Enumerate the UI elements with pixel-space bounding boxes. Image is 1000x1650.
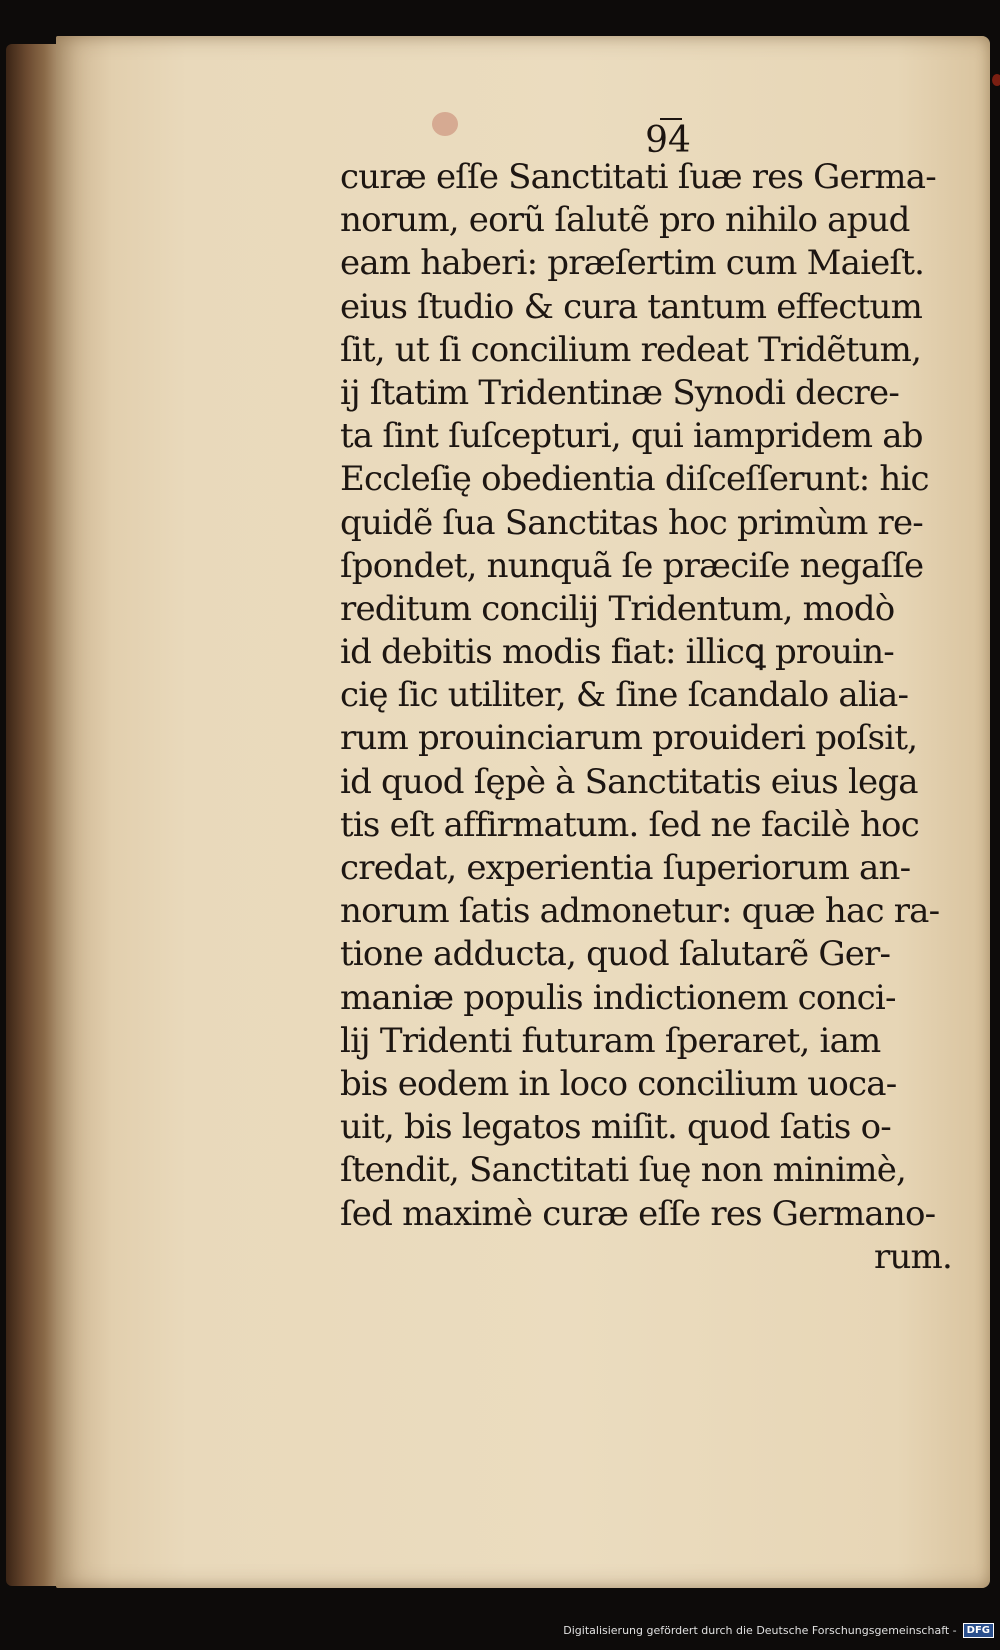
- page-number: [638, 120, 698, 161]
- text-line: reditum concilij Tridentum, modò: [340, 588, 895, 629]
- text-line: norum ſatis admonetur: quæ hac ra-: [340, 891, 940, 932]
- text-block: [340, 156, 960, 1279]
- text-line: eam haberi: præſertim cum Maieſt.: [340, 243, 925, 284]
- paper-stain: [992, 74, 1000, 86]
- text-line: uit, bis legatos miſit. quod ſatis o-: [340, 1107, 891, 1148]
- footer-credit-text: Digitalisierung gefördert durch die Deutsche Forschungsgemeinschaft -: [563, 1624, 957, 1637]
- text-line: ſit, ut ſi concilium redeat Tridẽtum,: [340, 329, 922, 370]
- dfg-logo: DFG: [963, 1623, 994, 1638]
- text-line: ij ſtatim Tridentinæ Synodi decre-: [340, 372, 900, 413]
- text-line: tione adducta, quod ſalutarẽ Ger-: [340, 934, 891, 975]
- text-line: Eccleſię obedientia diſceſſerunt: hic: [340, 459, 929, 500]
- text-line: maniæ populis indictionem conci-: [340, 977, 896, 1018]
- text-line: eius ſtudio & cura tantum effectum: [340, 286, 923, 327]
- text-line: id debitis modis fiat: illicꝗ prouin-: [340, 632, 894, 673]
- text-line: id quod ſępè à Sanctitatis eius lega: [340, 761, 918, 802]
- page-number-mark: [660, 118, 682, 120]
- text-line: ta ſint ſuſcepturi, qui iampridem ab: [340, 416, 923, 457]
- text-line: quidẽ ſua Sanctitas hoc primùm re-: [340, 502, 923, 543]
- paper-stain: [432, 112, 458, 136]
- text-line: tis eſt affirmatum. ſed ne facilè hoc: [340, 804, 919, 845]
- text-line: bis eodem in loco concilium uoca-: [340, 1063, 897, 1104]
- page-number-text: 94: [645, 120, 691, 161]
- text-line: rum.: [874, 1236, 952, 1277]
- text-line: curæ eſſe Sanctitati ſuæ res Germa-: [340, 157, 936, 197]
- footer-credit: [563, 1623, 994, 1638]
- text-line: ſtendit, Sanctitati ſuę non minimè,: [340, 1150, 907, 1191]
- text-line: ſed maximè curæ eſſe res Germano-: [340, 1193, 936, 1234]
- text-line: ſpondet, nunquã ſe præciſe negaſſe: [340, 545, 924, 586]
- text-line: credat, experientia ſuperiorum an-: [340, 848, 911, 888]
- text-line: norum, eorũ ſalutẽ pro nihilo apud: [340, 200, 910, 241]
- text-line: lij Tridenti futuram ſperaret, iam: [340, 1020, 881, 1061]
- text-line: rum prouinciarum prouideri poſsit,: [340, 718, 918, 759]
- text-line: cię ſic utiliter, & ſine ſcandalo alia-: [340, 675, 909, 716]
